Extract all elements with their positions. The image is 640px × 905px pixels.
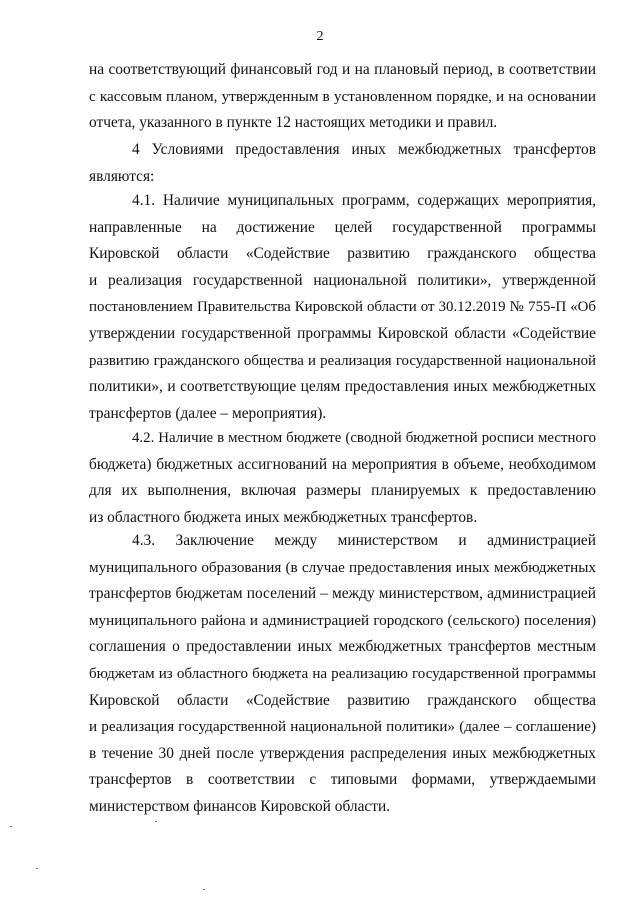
- paragraph-4: [89, 137, 596, 190]
- text-line: из областного бюджета иных межбюджетных трансфертов.: [89, 508, 478, 526]
- text-line: Кировской области «Содействие развитию гражданского общества: [89, 691, 596, 709]
- text-line: муниципального образования (в случае предоставления иных межбюджетных: [89, 558, 596, 576]
- text-line: 4.1. Наличие муниципальных программ, содержащих мероприятия,: [132, 192, 596, 209]
- scan-speck: [155, 821, 157, 822]
- paragraph-4-1: [89, 188, 596, 427]
- text-line: 4 Условиями предоставления иных межбюджетных трансфертов: [132, 141, 596, 158]
- text-line: развитию гражданского общества и реализация государственной национальной: [89, 352, 596, 369]
- text-line: министерством финансов Кировской области.: [89, 797, 391, 815]
- text-line: муниципального района и администрацией городского (сельского) поселения): [89, 612, 596, 629]
- text-line: для их выполнения, включая размеры планируемых к предоставлению: [89, 482, 596, 500]
- text-line: бюджетам из областного бюджета на реализацию государственной программы: [89, 665, 596, 682]
- text-line: трансфертов в соответствии с типовыми формами, утверждаемыми: [89, 771, 596, 789]
- text-line: направленные на достижение целей государственной программы: [89, 218, 596, 236]
- paragraph-4-3: [89, 528, 596, 821]
- text-line: на соответствующий финансовый год и на плановый период, в соответствии: [89, 61, 596, 78]
- text-line: постановлением Правительства Кировской области от 30.12.2019 № 755-П «Об: [89, 299, 596, 316]
- text-line: трансфертов (далее – мероприятия).: [89, 404, 327, 422]
- text-line: отчета, указанного в пункте 12 настоящих методики и правил.: [89, 114, 498, 132]
- text-line: Кировской области «Содействие развитию гражданского общества: [89, 245, 596, 263]
- text-line: в течение 30 дней после утверждения распределения иных межбюджетных: [89, 744, 596, 762]
- text-line: являются:: [89, 167, 155, 185]
- text-line: трансфертов бюджетам поселений – между министерством, администрацией: [89, 585, 596, 603]
- text-line: 4.2. Наличие в местном бюджете (сводной бюджетной росписи местного: [132, 430, 596, 446]
- text-line: и реализация государственной национальной политики», утвержденной: [89, 271, 596, 289]
- paragraph-4-2: [89, 425, 596, 531]
- text-line: политики», и соответствующие целям предоставления иных межбюджетных: [89, 378, 596, 396]
- page-number: 2: [316, 29, 324, 44]
- text-line: утверждении государственной программы Кировской области «Содействие: [89, 324, 596, 342]
- text-line: бюджета) бюджетных ассигнований на мероприятия в объеме, необходимом: [89, 455, 596, 473]
- text-line: 4.3. Заключение между министерством и администрацией: [132, 532, 596, 549]
- text-line: соглашения о предоставлении иных межбюджетных трансфертов местным: [89, 638, 596, 656]
- scan-speck: [203, 889, 205, 890]
- scan-speck: [36, 868, 38, 869]
- scan-speck: [10, 826, 12, 827]
- text-line: и реализация государственной национальной политики» (далее – соглашение): [89, 719, 596, 736]
- paragraph-continuation: [89, 57, 596, 137]
- text-line: с кассовым планом, утвержденным в установленном порядке, и на основании: [89, 87, 596, 105]
